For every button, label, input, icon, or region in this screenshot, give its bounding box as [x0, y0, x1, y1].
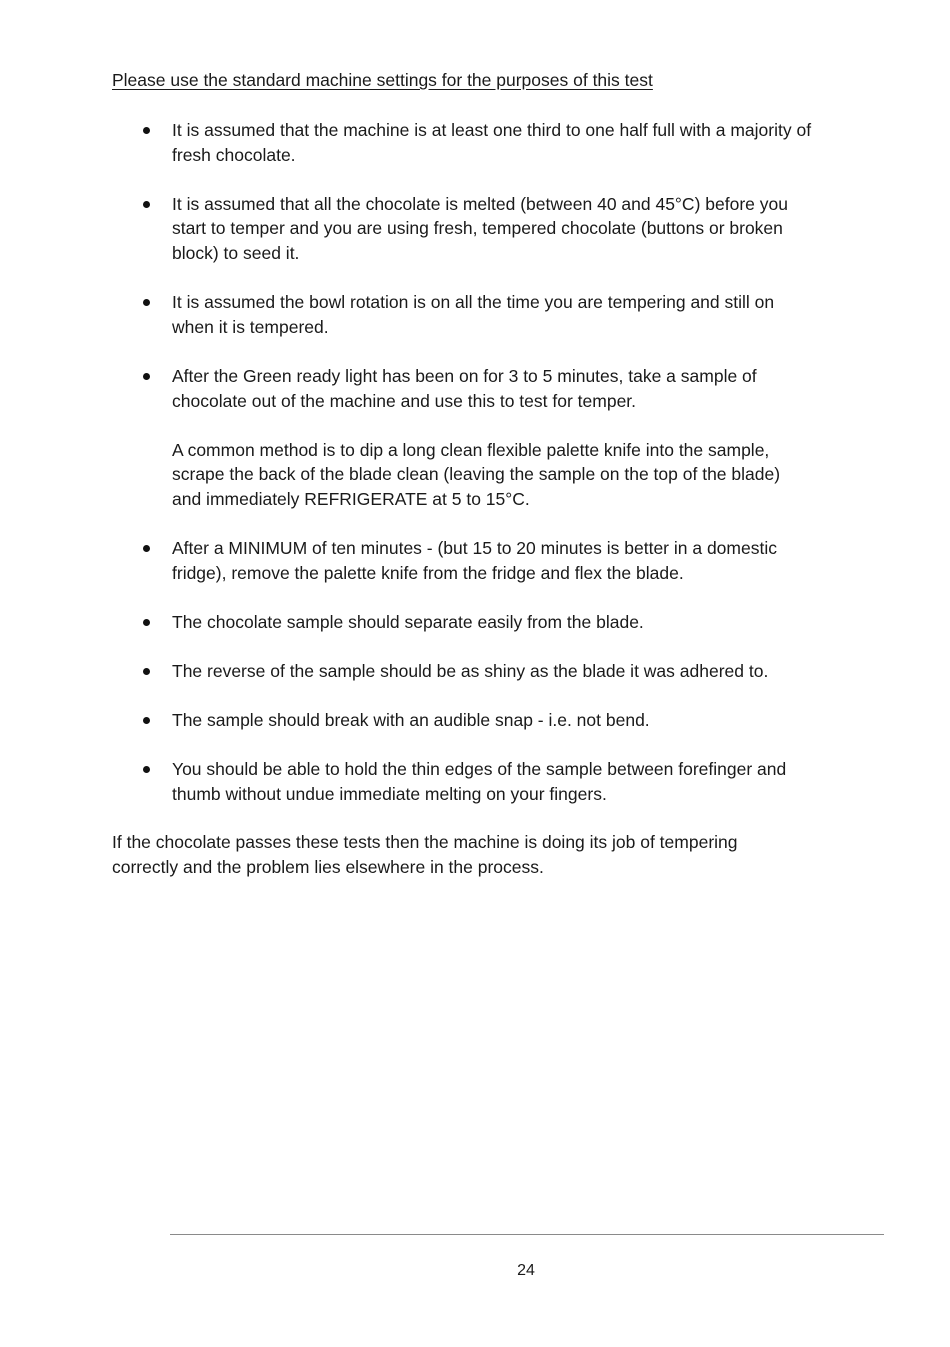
section-heading: Please use the standard machine settings for the purposes of this test [112, 70, 653, 90]
list-item [112, 290, 812, 339]
list-item [112, 708, 812, 733]
bullet-icon [143, 127, 150, 134]
list-item-text: It is assumed that all the chocolate is melted (between 40 and 45°C) before you start to temper and you are using fresh, tempered chocolate (buttons or broken block) to seed it. [172, 193, 788, 263]
list-item-text: The chocolate sample should separate easily from the blade. [172, 611, 644, 632]
list-item [112, 610, 812, 635]
list-item [112, 659, 812, 684]
list-item [112, 364, 812, 512]
list-item-text: It is assumed that the machine is at least one third to one half full with a majority of fresh chocolate. [172, 120, 812, 165]
list-item-text: You should be able to hold the thin edges of the sample between forefinger and thumb without undue immediate melting on your fingers. [172, 759, 787, 805]
list-item-text: It is assumed the bowl rotation is on all the time you are tempering and still on when it is tempered. [172, 292, 775, 337]
list-item [112, 118, 812, 167]
bullet-icon [143, 373, 150, 380]
list-item-text: The reverse of the sample should be as shiny as the blade it was adhered to. [172, 661, 769, 682]
closing-paragraph: If the chocolate passes these tests then the machine is doing its job of tempering correctly and the problem lies elsewhere in the process. [112, 832, 738, 877]
list-item-text: After the Green ready light has been on for 3 to 5 minutes, take a sample of chocolate out of the machine and use this to test for temper. [172, 365, 757, 411]
test-steps-list [112, 118, 812, 831]
list-item-subparagraph: A common method is to dip a long clean flexible palette knife into the sample, scrape the back of the blade clean (leaving the sample on the top of the blade) and immediately REFRIGERATE at 5 to 15°C. [172, 439, 781, 509]
list-item [112, 192, 812, 266]
list-item-text: The sample should break with an audible snap - i.e. not bend. [172, 710, 650, 731]
footer-divider [170, 1234, 884, 1235]
list-item-text: After a MINIMUM of ten minutes - (but 15 to 20 minutes is better in a domestic fridge), remove the palette knife from the fridge and flex the blade. [172, 538, 777, 583]
bullet-icon [143, 668, 150, 675]
bullet-icon [143, 717, 150, 724]
page-number: 24 [517, 1262, 535, 1279]
bullet-icon [143, 766, 150, 773]
bullet-icon [143, 619, 150, 626]
list-item [112, 536, 812, 585]
list-item [112, 757, 812, 806]
bullet-icon [143, 299, 150, 306]
bullet-icon [143, 545, 150, 552]
bullet-icon [143, 201, 150, 208]
